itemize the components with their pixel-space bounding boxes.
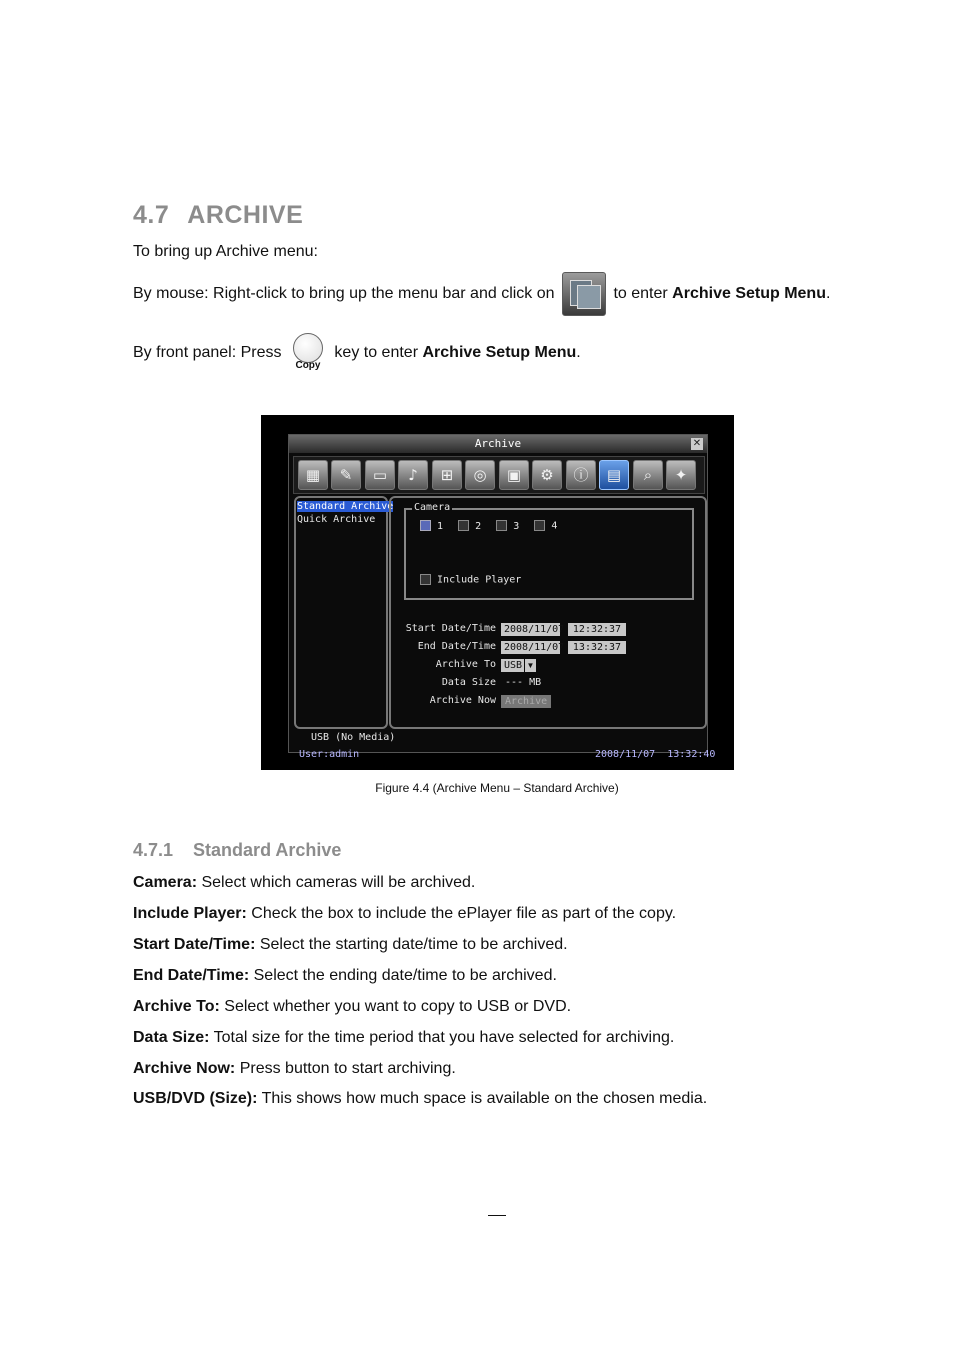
term-start-datetime: Start Date/Time: <box>133 936 256 953</box>
subsection-number: 4.7.1 <box>133 840 174 860</box>
camera-3-label: 3 <box>513 520 520 532</box>
term-archive-to: Archive To: <box>133 998 220 1015</box>
end-date-field[interactable]: 2008/11/07 <box>501 641 560 654</box>
panel-instruction-before: By front panel: Press <box>133 344 282 362</box>
definition-start-datetime <box>133 936 568 954</box>
record-icon[interactable]: ◎ <box>465 460 495 490</box>
edit-icon[interactable]: ✎ <box>331 460 361 490</box>
definition-data-size <box>133 1029 674 1047</box>
close-icon[interactable]: ✕ <box>692 438 702 449</box>
camera-1-label: 1 <box>437 520 444 532</box>
mouse-instruction-before: By mouse: Right-click to bring up the menu bar and click on <box>133 285 555 303</box>
end-time-field[interactable]: 13:32:37 <box>568 641 626 654</box>
archive-menubar-icon <box>562 272 606 316</box>
data-size-label: Data Size <box>441 677 496 688</box>
camera-1-checkbox[interactable] <box>420 520 431 531</box>
start-date-field[interactable]: 2008/11/07 <box>501 623 560 636</box>
definition-archive-to <box>133 998 571 1016</box>
definition-archive-now <box>133 1060 456 1078</box>
intro-text: To bring up Archive menu: <box>133 243 318 260</box>
section-number: 4.7 <box>133 201 170 229</box>
panel-instruction-end: . <box>576 344 581 362</box>
desc-usb-dvd-size: This shows how much space is available on the chosen media. <box>257 1090 708 1107</box>
mouse-instruction-after: to enter <box>613 285 668 303</box>
term-data-size: Data Size: <box>133 1029 210 1046</box>
search-icon[interactable]: ⌕ <box>633 460 663 490</box>
term-archive-now: Archive Now: <box>133 1060 236 1077</box>
start-time-field[interactable]: 12:32:37 <box>568 623 626 636</box>
menu-standard-archive[interactable]: Standard Archive <box>297 501 394 512</box>
tools-icon[interactable]: ✦ <box>666 460 696 490</box>
menu-quick-archive[interactable]: Quick Archive <box>297 514 376 525</box>
camera-group <box>404 502 694 600</box>
camera-4-checkbox[interactable] <box>534 520 545 531</box>
menu-toolbar <box>293 456 705 494</box>
definition-camera <box>133 874 475 892</box>
definition-usb-dvd-size <box>133 1090 707 1108</box>
chevron-down-icon[interactable]: ▼ <box>526 661 535 670</box>
desc-archive-now: Press button to start archiving. <box>235 1060 456 1077</box>
panel-instruction-after: key to enter <box>334 344 419 362</box>
start-datetime-label: Start Date/Time <box>405 623 496 634</box>
window-title <box>289 435 707 453</box>
copy-key-label: Copy <box>295 360 321 371</box>
desc-start-datetime: Select the starting date/time to be archived. <box>255 936 568 953</box>
section-heading <box>133 201 303 230</box>
info-icon[interactable]: ⓘ <box>566 460 596 490</box>
term-usb-dvd-size: USB/DVD (Size): <box>133 1090 258 1107</box>
include-player-row <box>420 574 521 586</box>
term-include-player: Include Player: <box>133 905 247 922</box>
mouse-instruction <box>133 272 830 316</box>
term-camera: Camera: <box>133 874 198 891</box>
include-player-label: Include Player <box>437 574 522 586</box>
archive-type-list <box>294 496 394 729</box>
alarm-bell-icon[interactable]: ♪ <box>398 460 428 490</box>
archive-icon[interactable]: ▤ <box>599 460 629 490</box>
desc-include-player: Check the box to include the ePlayer file as part of the copy. <box>246 905 677 922</box>
archive-to-select[interactable]: USB <box>501 659 524 672</box>
footer-line <box>488 1215 506 1216</box>
definition-include-player <box>133 905 676 923</box>
network-icon[interactable]: ⊞ <box>432 460 462 490</box>
camera-4-label: 4 <box>551 520 558 532</box>
definition-end-datetime <box>133 967 557 985</box>
archive-settings-panel <box>389 496 707 729</box>
camera-checkboxes <box>420 520 557 532</box>
term-end-datetime: End Date/Time: <box>133 967 250 984</box>
archive-menu-screenshot <box>261 415 734 770</box>
camera-legend: Camera <box>414 502 451 513</box>
archive-to-label: Archive To <box>435 659 496 670</box>
gear-icon[interactable]: ⚙ <box>532 460 562 490</box>
desc-camera: Select which cameras will be archived. <box>197 874 476 891</box>
camera-2-label: 2 <box>475 520 482 532</box>
monitor-icon[interactable]: ▣ <box>499 460 529 490</box>
archive-window <box>288 434 708 753</box>
data-size-value: --- MB <box>505 677 542 688</box>
user-label: User:admin <box>299 749 360 760</box>
desc-end-datetime: Select the ending date/time to be archived. <box>249 967 557 984</box>
end-datetime-label: End Date/Time <box>417 641 496 652</box>
camera-2-checkbox[interactable] <box>458 520 469 531</box>
camera-3-checkbox[interactable] <box>496 520 507 531</box>
mouse-instruction-bold: Archive Setup Menu <box>672 285 826 303</box>
desc-data-size: Total size for the time period that you have selected for archiving. <box>209 1029 675 1046</box>
archive-now-label: Archive Now <box>429 695 496 706</box>
panel-instruction-bold: Archive Setup Menu <box>422 344 577 362</box>
section-title: ARCHIVE <box>187 201 304 229</box>
camera-icon[interactable]: ▭ <box>365 460 395 490</box>
desc-archive-to: Select whether you want to copy to USB or DVD. <box>219 998 572 1015</box>
clock-label: 2008/11/07 13:32:40 <box>595 749 716 760</box>
window-title-text: Archive <box>474 437 522 450</box>
film-icon[interactable]: ▦ <box>298 460 328 490</box>
mouse-instruction-end: . <box>825 285 831 303</box>
panel-instruction <box>133 333 581 373</box>
subsection-heading <box>133 840 341 861</box>
archive-now-button[interactable]: Archive <box>501 695 551 708</box>
subsection-title: Standard Archive <box>193 840 342 860</box>
figure-caption: Figure 4.4 (Archive Menu – Standard Archive) <box>375 781 619 795</box>
copy-key-icon <box>292 333 324 373</box>
include-player-checkbox[interactable] <box>420 574 431 585</box>
media-status: USB (No Media) <box>311 732 396 743</box>
